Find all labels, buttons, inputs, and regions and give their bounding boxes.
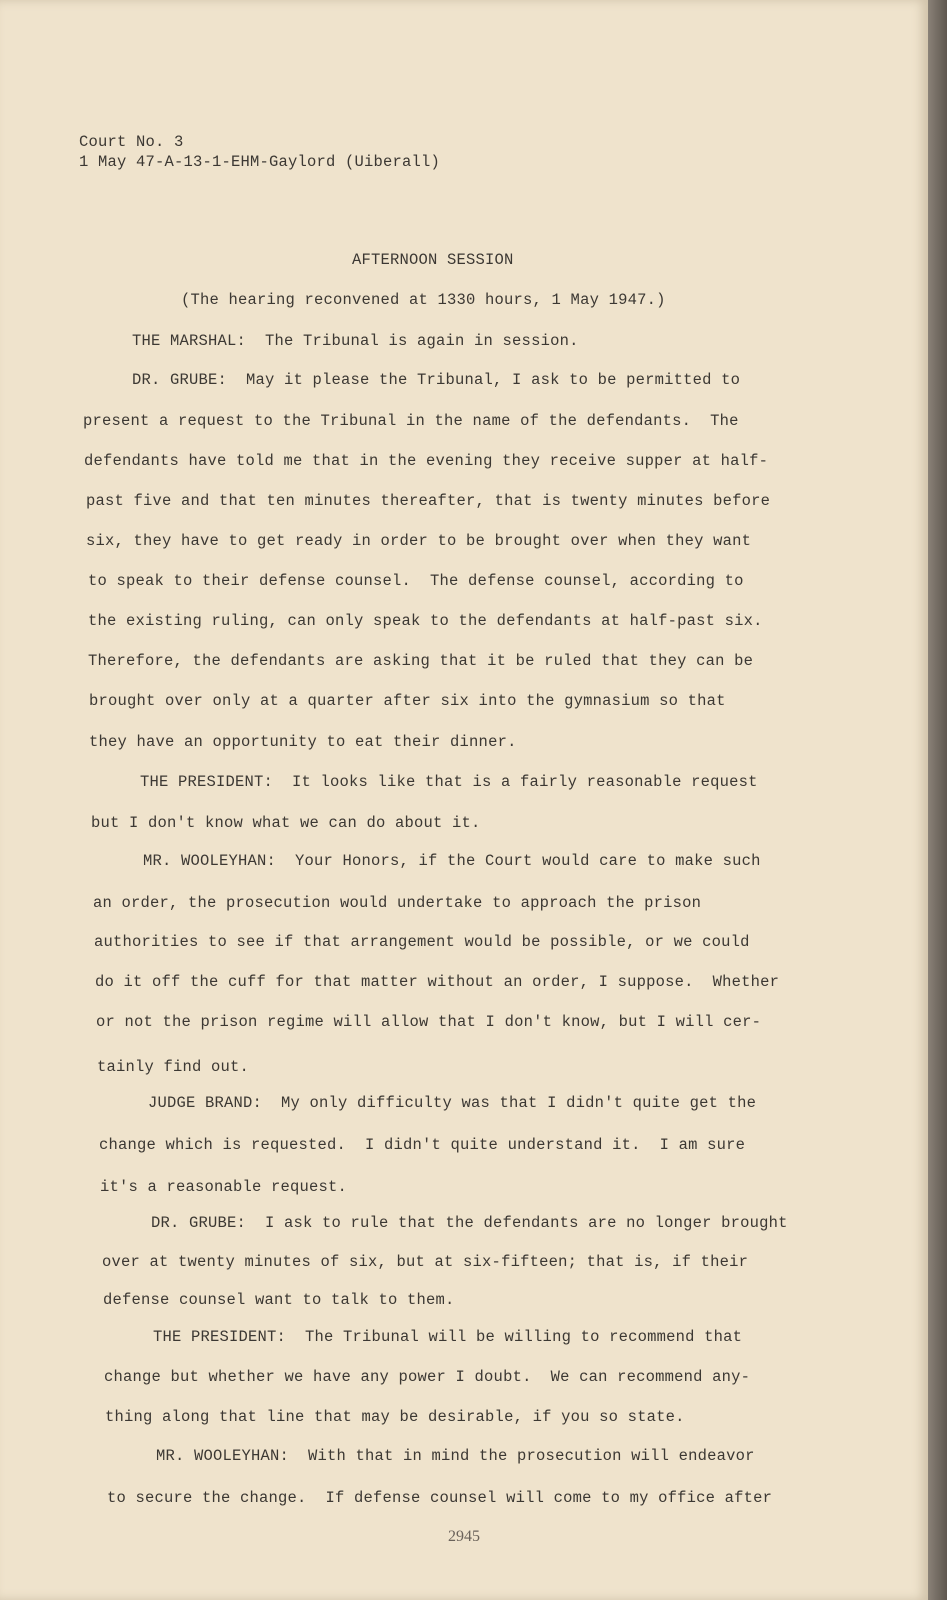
transcript-line: to speak to their defense counsel. The defense counsel, according to — [88, 572, 744, 590]
transcript-line: (The hearing reconvened at 1330 hours, 1 May 1947.) — [181, 291, 666, 309]
transcript-line: tainly find out. — [97, 1058, 250, 1076]
transcript-line: DR. GRUBE: I ask to rule that the defendants are no longer brought — [151, 1214, 788, 1232]
transcript-line: six, they have to get ready in order to be brought over when they want — [86, 532, 752, 550]
transcript-line: to secure the change. If defense counsel will come to my office after — [107, 1489, 773, 1507]
transcript-line: THE MARSHAL: The Tribunal is again in session. — [132, 332, 579, 350]
page-number: 2945 — [448, 1528, 480, 1545]
transcript-line: Therefore, the defendants are asking that it be ruled that they can be — [88, 652, 754, 670]
transcript-line: but I don't know what we can do about it. — [91, 814, 481, 832]
transcript-line: the existing ruling, can only speak to the defendants at half-past six. — [88, 612, 763, 630]
transcript-line: MR. WOOLEYHAN: Your Honors, if the Court would care to make such — [143, 852, 761, 870]
transcript-line: MR. WOOLEYHAN: With that in mind the prosecution will endeavor — [156, 1447, 755, 1465]
transcript-line: they have an opportunity to eat their dinner. — [89, 733, 517, 751]
transcript-line: an order, the prosecution would undertake to approach the prison — [93, 894, 702, 912]
transcript-line: thing along that line that may be desirable, if you so state. — [105, 1408, 685, 1426]
transcript-line: present a request to the Tribunal in the name of the defendants. The — [83, 412, 739, 430]
transcript-line: or not the prison regime will allow that I don't know, but I will cer- — [96, 1013, 762, 1031]
transcript-line: brought over only at a quarter after six into the gymnasium so that — [89, 692, 726, 710]
transcript-line: do it off the cuff for that matter without an order, I suppose. Whether — [95, 973, 780, 991]
transcript-line: over at twenty minutes of six, but at six-fifteen; that is, if their — [102, 1253, 749, 1271]
transcript-line: DR. GRUBE: May it please the Tribunal, I ask to be permitted to — [132, 371, 741, 389]
session-title: AFTERNOON SESSION — [352, 251, 514, 269]
transcript-line: THE PRESIDENT: It looks like that is a fairly reasonable request — [140, 773, 758, 791]
transcript-line: defense counsel want to talk to them. — [103, 1291, 455, 1309]
court-number: Court No. 3 — [79, 133, 184, 151]
transcript-line: change which is requested. I didn't quite understand it. I am sure — [99, 1136, 746, 1154]
transcript-line: it's a reasonable request. — [100, 1178, 348, 1196]
transcript-line: JUDGE BRAND: My only difficulty was that I didn't quite get the — [148, 1094, 757, 1112]
page-edge-shadow — [928, 0, 947, 1600]
document-reference: 1 May 47-A-13-1-EHM-Gaylord (Uiberall) — [79, 153, 441, 171]
transcript-line: change but whether we have any power I doubt. We can recommend any- — [104, 1368, 751, 1386]
transcript-line: THE PRESIDENT: The Tribunal will be willing to recommend that — [153, 1328, 743, 1346]
transcript-line: authorities to see if that arrangement would be possible, or we could — [94, 933, 750, 951]
transcript-line: defendants have told me that in the evening they receive supper at half- — [84, 452, 769, 470]
transcript-line: past five and that ten minutes thereafter, that is twenty minutes before — [86, 492, 771, 510]
